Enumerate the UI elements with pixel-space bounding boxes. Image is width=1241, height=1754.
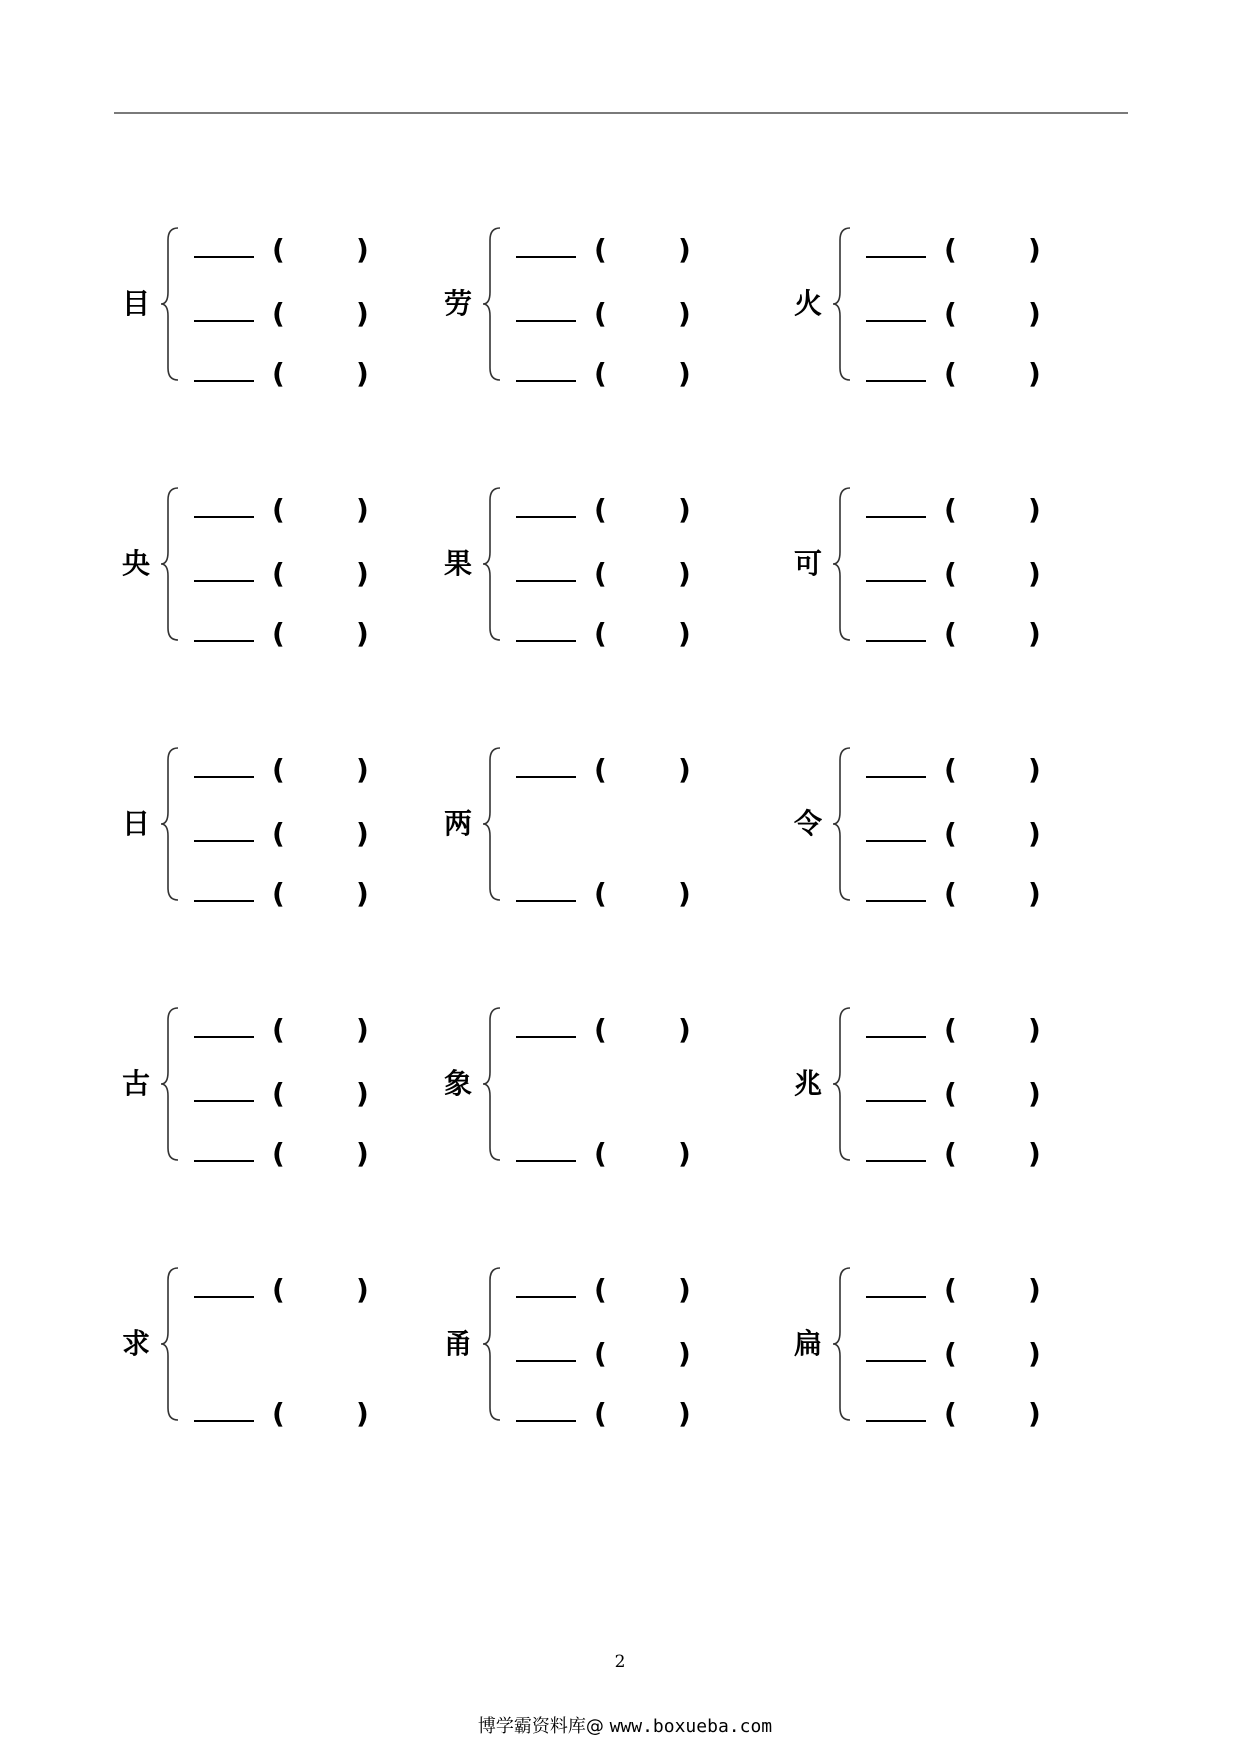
answer-row	[866, 1270, 1066, 1310]
pinyin-open-paren: (	[272, 753, 285, 786]
answer-row	[516, 490, 716, 530]
word-blank[interactable]	[866, 1100, 926, 1102]
word-blank[interactable]	[866, 840, 926, 842]
word-blank[interactable]	[194, 640, 254, 642]
answer-row	[194, 230, 394, 270]
pinyin-close-paren: )	[1028, 1013, 1041, 1046]
pinyin-open-paren: (	[272, 1013, 285, 1046]
pinyin-open-paren: (	[594, 493, 607, 526]
word-blank[interactable]	[866, 256, 926, 258]
answer-row	[194, 1010, 394, 1050]
word-blank[interactable]	[866, 776, 926, 778]
base-character: 目	[121, 287, 150, 320]
pinyin-close-paren: )	[356, 1273, 369, 1306]
answer-row	[866, 1334, 1066, 1374]
pinyin-open-paren: (	[272, 357, 285, 390]
answer-row	[866, 1134, 1066, 1174]
answer-row	[866, 874, 1066, 914]
word-blank[interactable]	[866, 1360, 926, 1362]
footer-site-name: 博学霸资料库@	[477, 1716, 604, 1737]
word-blank[interactable]	[516, 320, 576, 322]
answer-row	[194, 614, 394, 654]
pinyin-open-paren: (	[272, 557, 285, 590]
word-group	[440, 746, 780, 910]
pinyin-open-paren: (	[944, 357, 957, 390]
curly-brace	[160, 486, 180, 642]
pinyin-close-paren: )	[1028, 557, 1041, 590]
base-character: 扁	[793, 1327, 822, 1360]
curly-brace	[482, 1006, 502, 1162]
curly-brace	[482, 1266, 502, 1422]
pinyin-close-paren: )	[1028, 493, 1041, 526]
answer-row	[866, 1394, 1066, 1434]
base-character: 兆	[793, 1067, 822, 1100]
answer-row	[194, 1074, 394, 1114]
pinyin-open-paren: (	[944, 1337, 957, 1370]
pinyin-open-paren: (	[594, 877, 607, 910]
word-blank[interactable]	[866, 1420, 926, 1422]
pinyin-open-paren: (	[272, 1273, 285, 1306]
word-blank[interactable]	[516, 640, 576, 642]
word-blank[interactable]	[516, 900, 576, 902]
answer-row	[866, 1010, 1066, 1050]
pinyin-open-paren: (	[272, 297, 285, 330]
pinyin-open-paren: (	[272, 1077, 285, 1110]
word-group	[118, 746, 458, 910]
curly-brace	[482, 746, 502, 902]
page-number: 2	[614, 1652, 626, 1672]
pinyin-open-paren: (	[272, 877, 285, 910]
base-character: 令	[793, 807, 822, 840]
pinyin-open-paren: (	[944, 753, 957, 786]
answer-row	[194, 1134, 394, 1174]
word-blank[interactable]	[194, 516, 254, 518]
footer-url: www.boxueba.com	[609, 1716, 773, 1737]
footer	[460, 1712, 790, 1738]
pinyin-close-paren: )	[356, 233, 369, 266]
pinyin-open-paren: (	[594, 1273, 607, 1306]
base-character: 两	[443, 807, 472, 840]
word-group	[440, 226, 780, 390]
answer-row	[516, 1334, 716, 1374]
answer-row	[516, 554, 716, 594]
base-character: 果	[443, 547, 472, 580]
pinyin-close-paren: )	[1028, 617, 1041, 650]
pinyin-close-paren: )	[678, 233, 691, 266]
word-blank[interactable]	[194, 900, 254, 902]
answer-row	[866, 614, 1066, 654]
answer-row	[516, 750, 716, 790]
word-blank[interactable]	[866, 640, 926, 642]
answer-row	[516, 1134, 716, 1174]
word-group	[790, 1006, 1130, 1170]
pinyin-open-paren: (	[272, 1397, 285, 1430]
pinyin-close-paren: )	[1028, 297, 1041, 330]
answer-row	[866, 354, 1066, 394]
word-blank[interactable]	[866, 320, 926, 322]
pinyin-open-paren: (	[944, 1013, 957, 1046]
answer-row	[866, 230, 1066, 270]
pinyin-open-paren: (	[594, 1013, 607, 1046]
pinyin-close-paren: )	[678, 1137, 691, 1170]
curly-brace	[832, 1266, 852, 1422]
base-character: 劳	[443, 287, 472, 320]
word-blank[interactable]	[516, 1036, 576, 1038]
answer-row	[516, 1010, 716, 1050]
pinyin-open-paren: (	[944, 233, 957, 266]
pinyin-close-paren: )	[678, 617, 691, 650]
curly-brace	[160, 226, 180, 382]
pinyin-close-paren: )	[356, 493, 369, 526]
answer-row	[866, 490, 1066, 530]
pinyin-open-paren: (	[944, 557, 957, 590]
pinyin-close-paren: )	[356, 1137, 369, 1170]
answer-row	[516, 874, 716, 914]
pinyin-close-paren: )	[356, 1077, 369, 1110]
pinyin-close-paren: )	[1028, 357, 1041, 390]
curly-brace	[832, 226, 852, 382]
pinyin-close-paren: )	[356, 817, 369, 850]
pinyin-close-paren: )	[356, 753, 369, 786]
pinyin-open-paren: (	[272, 493, 285, 526]
pinyin-open-paren: (	[944, 877, 957, 910]
pinyin-open-paren: (	[944, 1137, 957, 1170]
word-blank[interactable]	[194, 320, 254, 322]
word-group	[790, 1266, 1130, 1430]
answer-row	[194, 554, 394, 594]
word-blank[interactable]	[194, 1420, 254, 1422]
base-character: 古	[121, 1067, 150, 1100]
pinyin-open-paren: (	[594, 297, 607, 330]
answer-row	[516, 1394, 716, 1434]
pinyin-close-paren: )	[1028, 1337, 1041, 1370]
word-blank[interactable]	[866, 380, 926, 382]
base-character: 象	[443, 1067, 472, 1100]
answer-row	[866, 294, 1066, 334]
pinyin-open-paren: (	[594, 557, 607, 590]
pinyin-close-paren: )	[678, 357, 691, 390]
answer-row	[194, 874, 394, 914]
word-blank[interactable]	[194, 1036, 254, 1038]
word-blank[interactable]	[516, 380, 576, 382]
word-group	[790, 226, 1130, 390]
pinyin-open-paren: (	[594, 233, 607, 266]
pinyin-open-paren: (	[272, 233, 285, 266]
pinyin-open-paren: (	[272, 817, 285, 850]
curly-brace	[160, 746, 180, 902]
pinyin-close-paren: )	[678, 1013, 691, 1046]
pinyin-close-paren: )	[1028, 877, 1041, 910]
pinyin-close-paren: )	[356, 1397, 369, 1430]
pinyin-close-paren: )	[1028, 817, 1041, 850]
pinyin-close-paren: )	[1028, 753, 1041, 786]
answer-row	[866, 554, 1066, 594]
base-character: 央	[121, 547, 150, 580]
curly-brace	[832, 1006, 852, 1162]
pinyin-open-paren: (	[594, 357, 607, 390]
word-blank[interactable]	[516, 256, 576, 258]
word-blank[interactable]	[516, 1420, 576, 1422]
curly-brace	[832, 746, 852, 902]
word-blank[interactable]	[516, 1296, 576, 1298]
answer-row	[194, 1394, 394, 1434]
word-blank[interactable]	[194, 840, 254, 842]
answer-row	[866, 750, 1066, 790]
word-blank[interactable]	[516, 776, 576, 778]
pinyin-close-paren: )	[356, 1013, 369, 1046]
pinyin-close-paren: )	[1028, 233, 1041, 266]
pinyin-close-paren: )	[356, 557, 369, 590]
pinyin-open-paren: (	[944, 297, 957, 330]
word-blank[interactable]	[516, 580, 576, 582]
answer-row	[866, 1074, 1066, 1114]
word-blank[interactable]	[866, 1160, 926, 1162]
word-blank[interactable]	[516, 516, 576, 518]
answer-row	[516, 354, 716, 394]
pinyin-close-paren: )	[678, 1337, 691, 1370]
base-character: 甬	[443, 1327, 472, 1360]
answer-row	[516, 230, 716, 270]
answer-row	[516, 294, 716, 334]
pinyin-open-paren: (	[594, 617, 607, 650]
pinyin-open-paren: (	[944, 1273, 957, 1306]
pinyin-close-paren: )	[678, 1273, 691, 1306]
pinyin-open-paren: (	[272, 1137, 285, 1170]
word-blank[interactable]	[194, 1100, 254, 1102]
answer-row	[194, 354, 394, 394]
pinyin-open-paren: (	[944, 617, 957, 650]
answer-row	[194, 490, 394, 530]
pinyin-close-paren: )	[356, 877, 369, 910]
pinyin-open-paren: (	[944, 817, 957, 850]
answer-row	[194, 750, 394, 790]
answer-row	[866, 814, 1066, 854]
word-group	[440, 1006, 780, 1170]
base-character: 求	[121, 1327, 150, 1360]
curly-brace	[482, 226, 502, 382]
pinyin-open-paren: (	[272, 617, 285, 650]
pinyin-open-paren: (	[594, 1137, 607, 1170]
pinyin-open-paren: (	[944, 493, 957, 526]
pinyin-open-paren: (	[944, 1397, 957, 1430]
curly-brace	[832, 486, 852, 642]
word-group	[118, 486, 458, 650]
base-character: 火	[793, 287, 822, 320]
pinyin-open-paren: (	[944, 1077, 957, 1110]
word-blank[interactable]	[866, 1296, 926, 1298]
word-blank[interactable]	[866, 516, 926, 518]
word-group	[790, 486, 1130, 650]
pinyin-close-paren: )	[1028, 1137, 1041, 1170]
word-group	[118, 226, 458, 390]
word-blank[interactable]	[194, 776, 254, 778]
pinyin-close-paren: )	[356, 357, 369, 390]
pinyin-close-paren: )	[1028, 1077, 1041, 1110]
answer-row	[194, 1270, 394, 1310]
pinyin-close-paren: )	[678, 297, 691, 330]
answer-row	[194, 814, 394, 854]
curly-brace	[160, 1006, 180, 1162]
word-blank[interactable]	[866, 900, 926, 902]
word-group	[440, 486, 780, 650]
word-group	[118, 1266, 458, 1430]
curly-brace	[482, 486, 502, 642]
word-blank[interactable]	[516, 1360, 576, 1362]
word-blank[interactable]	[194, 380, 254, 382]
base-character: 日	[121, 807, 150, 840]
answer-row	[516, 614, 716, 654]
word-blank[interactable]	[194, 1296, 254, 1298]
pinyin-close-paren: )	[1028, 1273, 1041, 1306]
pinyin-open-paren: (	[594, 1337, 607, 1370]
word-blank[interactable]	[194, 580, 254, 582]
word-group	[440, 1266, 780, 1430]
word-blank[interactable]	[866, 1036, 926, 1038]
pinyin-open-paren: (	[594, 753, 607, 786]
pinyin-close-paren: )	[1028, 1397, 1041, 1430]
pinyin-close-paren: )	[678, 877, 691, 910]
pinyin-close-paren: )	[356, 297, 369, 330]
word-blank[interactable]	[866, 580, 926, 582]
pinyin-close-paren: )	[678, 557, 691, 590]
pinyin-close-paren: )	[356, 617, 369, 650]
word-blank[interactable]	[516, 1160, 576, 1162]
answer-row	[194, 294, 394, 334]
pinyin-close-paren: )	[678, 493, 691, 526]
answer-row	[516, 1270, 716, 1310]
word-group	[118, 1006, 458, 1170]
base-character: 可	[793, 547, 822, 580]
pinyin-open-paren: (	[594, 1397, 607, 1430]
curly-brace	[160, 1266, 180, 1422]
word-blank[interactable]	[194, 1160, 254, 1162]
pinyin-close-paren: )	[678, 753, 691, 786]
pinyin-close-paren: )	[678, 1397, 691, 1430]
word-group	[790, 746, 1130, 910]
word-blank[interactable]	[194, 256, 254, 258]
